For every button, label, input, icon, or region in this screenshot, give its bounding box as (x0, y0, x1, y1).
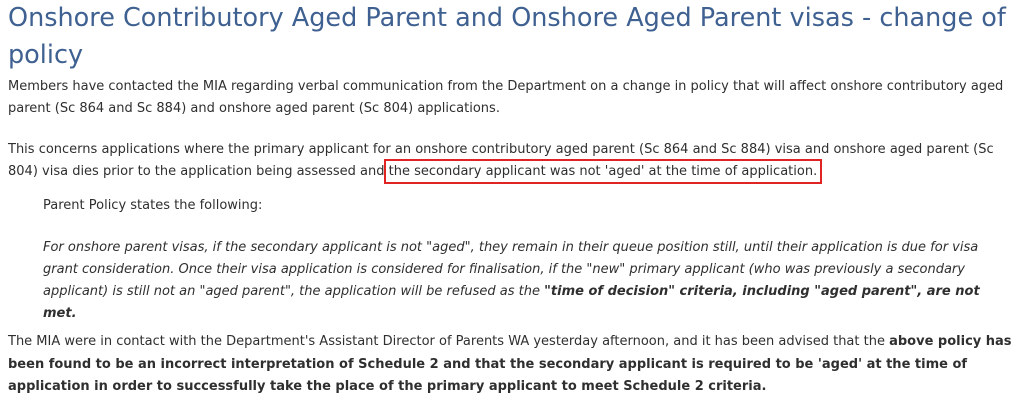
page-title: Onshore Contributory Aged Parent and Onshore Aged Parent visas - change of policy (8, 3, 1006, 70)
update-paragraph (8, 331, 1018, 399)
policy-quote-bold: "time of decision" criteria, including "aged parent", are not met. (43, 284, 980, 321)
policy-quote-text: For onshore parent visas, if the secondary applicant is not "aged", they remain in their queue position still, until their application is due for visa grant consideration. Once their visa application is considered for finalisation, if the "new" primary applicant (who was previously a secondary applicant) is still not an "aged parent", the application will be refused as the (43, 240, 979, 299)
intro-paragraph: Members have contacted the MIA regarding verbal communication from the Department on a change in policy that will affect onshore contributory aged parent (Sc 864 and Sc 884) and onshore aged parent (Sc 804) applications. (8, 79, 1004, 116)
policy-heading: Parent Policy states the following: (43, 198, 263, 213)
highlighted-text: the secondary applicant was not 'aged' at the time of application. (388, 164, 818, 179)
update-text: The MIA were in contact with the Department's Assistant Director of Parents WA yesterday afternoon, and it has been advised that the (8, 334, 890, 349)
policy-quote (43, 237, 1008, 325)
concern-paragraph (8, 139, 1018, 183)
concern-text: This concerns applications where the primary applicant for an onshore contributory aged parent (Sc 864 and Sc 884) visa and onshore aged parent (Sc 804) visa dies prior to the application being assessed and (8, 142, 994, 179)
update-bold-text: above policy has been found to be an incorrect interpretation of Schedule 2 and that the secondary applicant is required to be 'aged' at the time of application in order to successfully take the place of the primary applicant to meet Schedule 2 criteria. (8, 334, 1012, 394)
